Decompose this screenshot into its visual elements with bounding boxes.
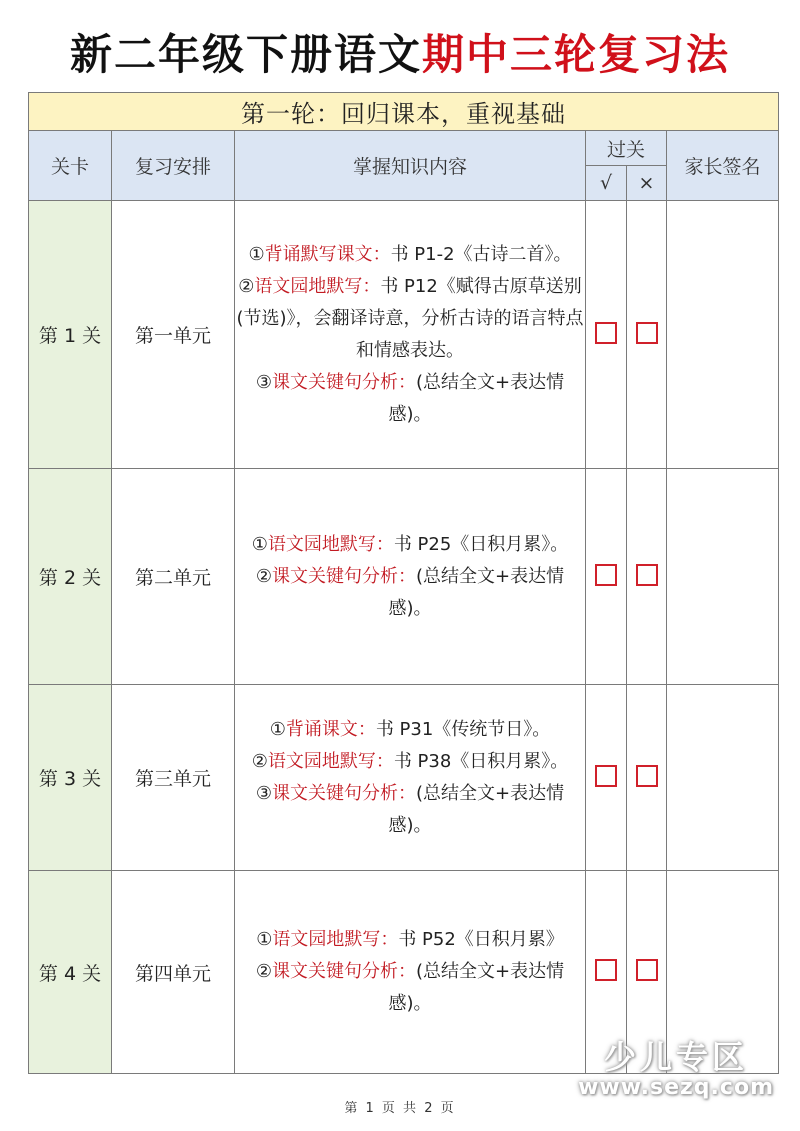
pass-checkbox[interactable]: [595, 564, 617, 586]
content-item: [235, 746, 585, 778]
item-number: ②: [255, 961, 273, 982]
item-key: 课文关键句分析：: [272, 565, 417, 587]
header-row: [29, 131, 779, 166]
watermark-logo: [578, 1040, 774, 1102]
item-text: 书 P38《日积月累》。: [393, 750, 569, 772]
watermark-main: 少儿专区: [604, 1038, 749, 1076]
content-item: [235, 367, 585, 431]
content-item: [235, 956, 585, 1020]
content-cell: [235, 685, 586, 871]
item-key: 语文园地默写：: [267, 750, 394, 772]
item-number: ②: [251, 750, 268, 772]
header-cross: ×: [627, 166, 667, 201]
level-cell: 第 4 关: [29, 871, 112, 1074]
item-number: ②: [238, 275, 255, 297]
fail-check-cell: [627, 201, 667, 469]
item-key: 背诵课文：: [285, 718, 376, 740]
item-key: 语文园地默写：: [254, 275, 381, 297]
header-check: √: [586, 166, 627, 201]
item-text: 书 P1-2《古诗二首》。: [390, 243, 572, 265]
item-number: ②: [255, 565, 273, 587]
content-item: [235, 271, 585, 367]
item-text: 书 P12《赋得古原草送别(节选)》，会翻译诗意，分析古诗的语言特点和情感表达。: [236, 275, 584, 361]
item-text: (总结全文+表达情感)。: [388, 565, 565, 619]
header-pass: 过关: [586, 131, 667, 166]
header-plan: 复习安排: [112, 131, 235, 201]
pass-checkbox[interactable]: [595, 322, 617, 344]
item-number: ③: [255, 371, 273, 393]
table-row: [29, 685, 779, 871]
content-item: [235, 714, 585, 746]
item-number: ①: [269, 718, 286, 740]
fail-check-cell: [627, 685, 667, 871]
content-item: [235, 239, 585, 271]
item-number: ①: [251, 533, 268, 555]
item-text: (总结全文+表达情感)。: [388, 371, 565, 425]
item-key: 课文关键句分析：: [272, 782, 417, 804]
review-table: [28, 92, 779, 1074]
item-key: 课文关键句分析：: [272, 961, 417, 982]
header-parent-signature: 家长签名: [667, 131, 779, 201]
item-number: ③: [255, 782, 273, 804]
pass-check-cell: [586, 469, 627, 685]
content-item: [235, 778, 585, 842]
item-number: ①: [256, 929, 273, 950]
pass-check-cell: [586, 685, 627, 871]
pass-checkbox[interactable]: [595, 765, 617, 787]
pass-check-cell: [586, 201, 627, 469]
table-row: [29, 201, 779, 469]
plan-cell: 第二单元: [112, 469, 235, 685]
level-cell: 第 1 关: [29, 201, 112, 469]
content-item: [235, 924, 585, 956]
round-title: 第一轮：回归课本，重视基础: [29, 93, 779, 131]
fail-check-cell: [627, 469, 667, 685]
item-key: 语文园地默写：: [267, 533, 394, 555]
item-text: 书 P31《传统节日》。: [375, 718, 551, 740]
item-text: (总结全文+表达情感)。: [388, 961, 565, 1014]
content-item: [235, 529, 585, 561]
fail-checkbox[interactable]: [636, 765, 658, 787]
fail-checkbox[interactable]: [636, 322, 658, 344]
plan-cell: 第四单元: [112, 871, 235, 1074]
table-row: [29, 469, 779, 685]
plan-cell: 第三单元: [112, 685, 235, 871]
level-cell: 第 2 关: [29, 469, 112, 685]
item-key: 背诵默写课文：: [264, 243, 391, 265]
item-key: 语文园地默写：: [272, 929, 399, 950]
item-number: ①: [248, 243, 265, 265]
page-title-highlight: 期中三轮复习法: [422, 30, 731, 79]
page-title: [0, 22, 800, 82]
round-title-row: [29, 93, 779, 131]
header-level: 关卡: [29, 131, 112, 201]
content-cell: [235, 201, 586, 469]
content-cell: [235, 469, 586, 685]
plan-cell: 第一单元: [112, 201, 235, 469]
parent-signature-cell[interactable]: [667, 201, 779, 469]
content-item: [235, 561, 585, 625]
page-footer: 第 1 页 共 2 页: [344, 1101, 456, 1116]
item-text: (总结全文+表达情感)。: [388, 782, 565, 836]
parent-signature-cell[interactable]: [667, 685, 779, 871]
pass-checkbox[interactable]: [595, 959, 617, 981]
fail-checkbox[interactable]: [636, 959, 658, 981]
level-cell: 第 3 关: [29, 685, 112, 871]
item-text: 书 P25《日积月累》。: [393, 533, 569, 555]
page-title-main: 新二年级下册语文: [69, 30, 422, 79]
parent-signature-cell[interactable]: [667, 469, 779, 685]
fail-checkbox[interactable]: [636, 564, 658, 586]
content-cell: [235, 871, 586, 1074]
header-content: 掌握知识内容: [235, 131, 586, 201]
item-key: 课文关键句分析：: [272, 371, 417, 393]
item-text: 书 P52《日积月累》: [398, 929, 564, 950]
watermark-url: www.sezq.com: [578, 1075, 774, 1100]
